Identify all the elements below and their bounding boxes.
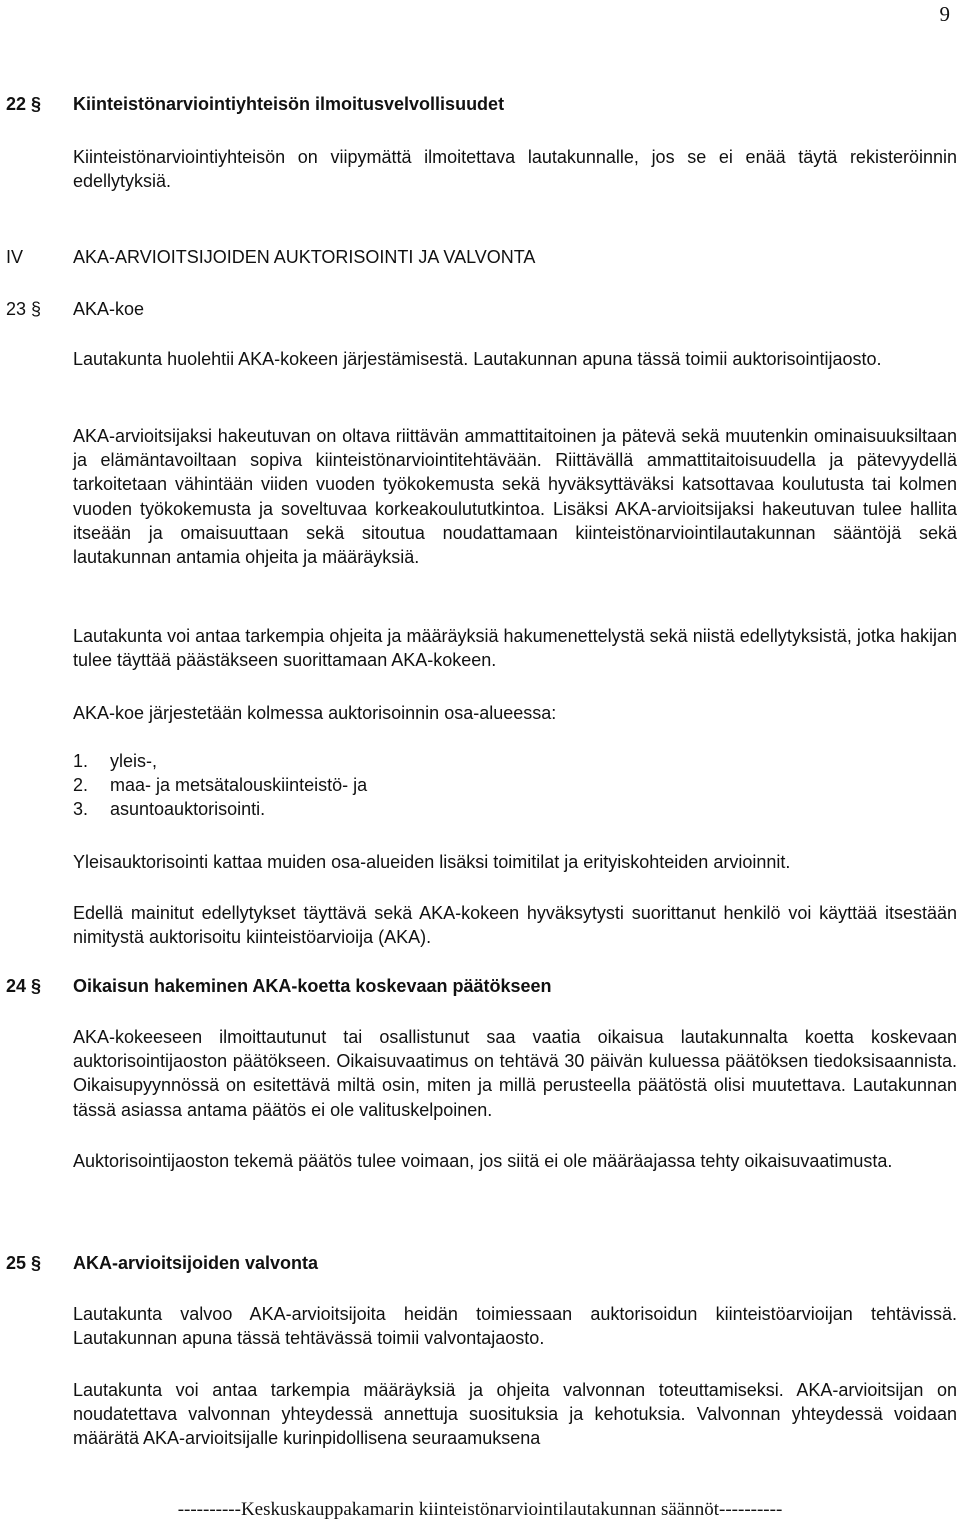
section-number: 23 § (6, 299, 42, 319)
paragraph: AKA-arvioitsijaksi hakeutuvan on oltava riittävän ammattitaitoinen ja pätevä sekä muutenkin ominaisuuksiltaan ja elämäntavoiltaan sopiva kiinteistönarviointitehtävään. Riittävällä ammattitaitoisuudella ja pätevyydellä tarkoitetaan vähintään viiden vuoden työkokemusta sekä hyväksyttäväksi katsottavaa koulutusta tai kolmen vuoden työkokemusta ja soveltuvaa korkeakoulututkintoa. Lisäksi AKA-arvioitsijaksi hakeutuvan tulee hallita itseään ja omaisuuttaan sekä sitoutua noudattamaan kiinteistönarviointilautakunnan sääntöjä sekä lautakunnan antamia ohjeita ja määräyksiä. (73, 426, 957, 568)
paragraph: Edellä mainitut edellytykset täyttävä sekä AKA-kokeen hyväksytysti suorittanut henkilö voi käyttää itsestään nimitystä auktorisoitu kiinteistöarvioija (AKA). (73, 903, 957, 948)
footer: ----------Keskuskauppakamarin kiinteistönarviointilautakunnan säännöt---------- (177, 1499, 783, 1520)
paragraph: Lautakunta voi antaa tarkempia ohjeita ja määräyksiä hakumenettelystä sekä niistä edellytyksistä, jotka hakijan tulee täyttää päästäkseen suorittamaan AKA-kokeen. (73, 626, 957, 671)
paragraph: Lautakunta voi antaa tarkempia määräyksiä ja ohjeita valvonnan toteuttamiseksi. AKA-arvioitsijan on noudatettava valvonnan yhteydessä annettuja suosituksia ja kehotuksia. Valvonnan yhteydessä voidaan määrätä AKA-arvioitsijalle kurinpidollisena seuraamuksena (73, 1380, 957, 1449)
section-number: 25 § (6, 1253, 42, 1273)
section-title: AKA-arvioitsijoiden valvonta (73, 1253, 319, 1273)
paragraph: AKA-koe järjestetään kolmessa auktorisoinnin osa-alueessa: (73, 703, 557, 723)
paragraph: Yleisauktorisointi kattaa muiden osa-alueiden lisäksi toimitilat ja erityiskohteiden arvioinnit. (73, 852, 791, 872)
chapter-title: AKA-ARVIOITSIJOIDEN AUKTORISOINTI JA VALVONTA (73, 247, 536, 267)
paragraph: Lautakunta huolehtii AKA-kokeen järjestämisestä. Lautakunnan apuna tässä toimii auktorisointijaosto. (73, 349, 882, 369)
paragraph: Lautakunta valvoo AKA-arvioitsijoita heidän toimiessaan auktorisoidun kiinteistöarvioijan tehtävissä. Lautakunnan apuna tässä tehtävässä toimii valvontajaosto. (73, 1304, 957, 1349)
paragraph: Auktorisointijaoston tekemä päätös tulee voimaan, jos siitä ei ole määräajassa tehty oikaisuvaatimusta. (73, 1151, 893, 1171)
list-item: 2. maa- ja metsätalouskiinteistö- ja (73, 775, 368, 796)
paragraph: AKA-kokeeseen ilmoittautunut tai osallistunut saa vaatia oikaisua lautakunnalta koetta koskevaan auktorisointijaoston päätökseen. Oikaisuvaatimus on tehtävä 30 päivän kuluessa päätöksen tiedoksisaannista. Oikaisupyynnössä on esitettävä miltä osin, miten ja millä perusteella päätöstä olisi muutettava. Lautakunnan tässä asiassa antama päätös ei ole valituskelpoinen. (73, 1027, 957, 1120)
numbered-list (73, 749, 367, 822)
section-number: 24 § (6, 976, 42, 996)
section-number: 22 § (6, 94, 42, 114)
page-number: 9 (939, 2, 950, 26)
section-title: Oikaisun hakeminen AKA-koetta koskevaan päätökseen (73, 976, 552, 996)
list-item: 3. asuntoauktorisointi. (73, 799, 266, 820)
chapter-number: IV (6, 247, 24, 267)
section-title: AKA-koe (73, 299, 145, 319)
paragraph: Kiinteistönarviointiyhteisön on viipymättä ilmoitettava lautakunnalle, jos se ei enää täytä rekisteröinnin edellytyksiä. (73, 147, 957, 192)
section-title: Kiinteistönarviointiyhteisön ilmoitusvelvollisuudet (73, 94, 505, 114)
list-item: 1. yleis-, (73, 751, 158, 771)
